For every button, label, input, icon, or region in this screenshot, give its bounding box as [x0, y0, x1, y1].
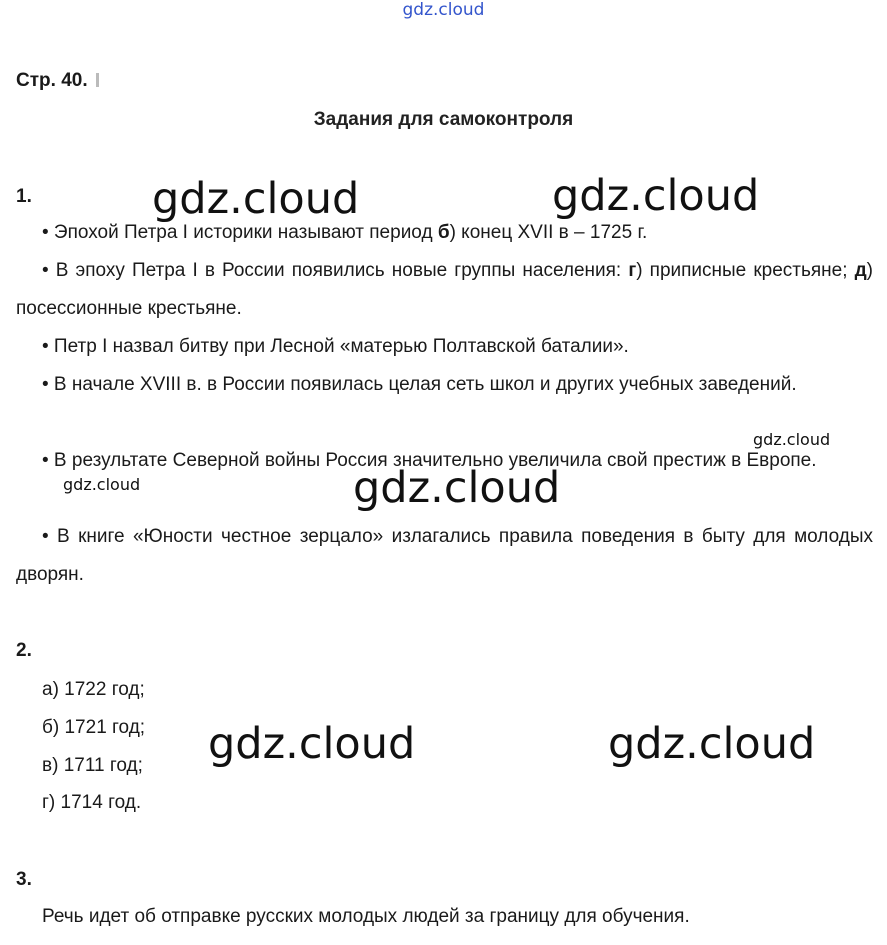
watermark-6: gdz.cloud	[208, 719, 416, 769]
task-2-number: 2.	[16, 640, 32, 661]
task-1-bullet-5: • В результате Северной войны Россия значительно увеличила свой престиж в Европе.	[42, 450, 817, 471]
task-1-bullet-6: • В книге «Юности честное зерцало» излагались правила поведения в быту для молодых дворян.	[16, 526, 873, 585]
task-2-item-b: б) 1721 год;	[42, 717, 146, 738]
watermark-1: gdz.cloud	[152, 174, 360, 224]
task-2-item-d: г) 1714 год.	[42, 792, 142, 813]
task-3-number: 3.	[16, 869, 32, 890]
watermark-3: gdz.cloud	[753, 430, 831, 449]
task-1-bullet-1: • Эпохой Петра I историки называют период б) конец XVII в – 1725 г.	[42, 222, 648, 243]
section-title: Задания для самоконтроля	[313, 109, 574, 130]
page-label: Стр. 40.	[16, 70, 99, 92]
task-1-bullet-4: • В начале XVIII в. в России появилась целая сеть школ и других учебных заведений.	[42, 374, 797, 395]
task-3-answer: Речь идет об отправке русских молодых людей за границу для обучения.	[42, 906, 690, 927]
watermark-top: gdz.cloud	[402, 0, 485, 20]
watermark-2: gdz.cloud	[552, 171, 760, 221]
task-2-item-a: а) 1722 год;	[42, 679, 145, 700]
watermark-4: gdz.cloud	[63, 475, 141, 494]
page-mark	[96, 73, 99, 87]
watermark-7: gdz.cloud	[608, 719, 816, 769]
task-2-item-c: в) 1711 год;	[42, 755, 143, 776]
watermark-5: gdz.cloud	[353, 463, 561, 513]
task-1-number: 1.	[16, 186, 32, 207]
task-1-bullet-2: • В эпоху Петра I в России появились новые группы населения: г) приписные крестьяне; д) посессионные крестьяне.	[16, 260, 873, 319]
task-1-bullet-3: • Петр I назвал битву при Лесной «матерью Полтавской баталии».	[42, 336, 629, 357]
